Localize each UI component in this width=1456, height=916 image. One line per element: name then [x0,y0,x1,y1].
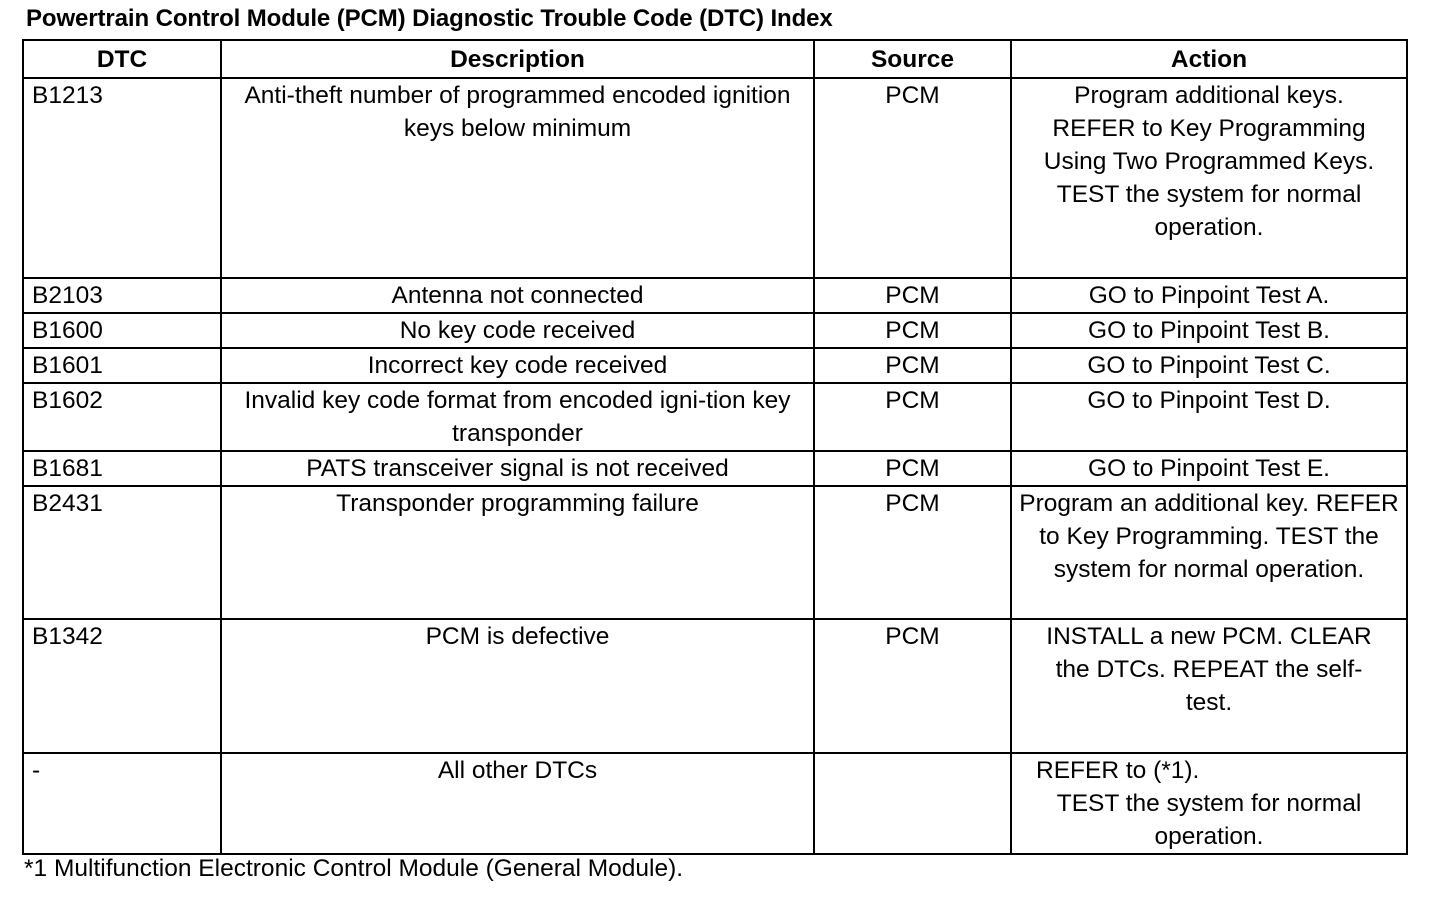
dtc-source: PCM [814,313,1011,348]
dtc-description: Incorrect key code received [221,348,814,383]
dtc-description: All other DTCs [221,753,814,854]
dtc-code: B1342 [23,619,221,753]
dtc-description: Anti-theft number of programmed encoded ignition keys below minimum [221,78,814,278]
dtc-code: B1601 [23,348,221,383]
dtc-source: PCM [814,451,1011,486]
dtc-action: GO to Pinpoint Test A. [1011,278,1407,313]
dtc-index-table [22,39,1408,855]
dtc-code: B2431 [23,486,221,619]
dtc-action: INSTALL a new PCM. CLEAR the DTCs. REPEAT the self-test. [1011,619,1407,753]
table-row [23,348,1407,383]
dtc-action: GO to Pinpoint Test D. [1011,383,1407,451]
column-header-source: Source [814,40,1011,78]
table-title: Powertrain Control Module (PCM) Diagnostic Trouble Code (DTC) Index [26,5,833,32]
dtc-code: B1602 [23,383,221,451]
dtc-source: PCM [814,78,1011,278]
dtc-action: Program an additional key. REFER to Key Programming. TEST the system for normal operation. [1011,486,1407,619]
dtc-source: PCM [814,383,1011,451]
table-row [23,278,1407,313]
table-row [23,753,1407,854]
dtc-source: PCM [814,348,1011,383]
dtc-code: B1213 [23,78,221,278]
column-header-dtc: DTC [23,40,221,78]
table-row [23,78,1407,278]
column-header-action: Action [1011,40,1407,78]
dtc-code: - [23,753,221,854]
table-header-row [23,40,1407,78]
dtc-action-line-2: TEST the system for normal operation. [1056,790,1362,850]
table-row [23,486,1407,619]
dtc-description: No key code received [221,313,814,348]
dtc-description: PATS transceiver signal is not received [221,451,814,486]
dtc-description: Invalid key code format from encoded igni-tion key transponder [221,383,814,451]
dtc-source: PCM [814,278,1011,313]
table-row [23,619,1407,753]
dtc-action [1011,753,1407,854]
dtc-description: Antenna not connected [221,278,814,313]
column-header-description: Description [221,40,814,78]
dtc-action-line-1: REFER to (*1). [1036,757,1200,784]
dtc-source: PCM [814,619,1011,753]
table-row [23,313,1407,348]
dtc-action: GO to Pinpoint Test C. [1011,348,1407,383]
dtc-description: PCM is defective [221,619,814,753]
dtc-action: Program additional keys. REFER to Key Programming Using Two Programmed Keys. TEST the system for normal operation. [1011,78,1407,278]
dtc-code: B1681 [23,451,221,486]
dtc-source [814,753,1011,854]
table-row [23,451,1407,486]
dtc-description: Transponder programming failure [221,486,814,619]
dtc-code: B2103 [23,278,221,313]
footnote: *1 Multifunction Electronic Control Module (General Module). [24,855,684,882]
dtc-action: GO to Pinpoint Test B. [1011,313,1407,348]
dtc-code: B1600 [23,313,221,348]
table-row [23,383,1407,451]
dtc-source: PCM [814,486,1011,619]
dtc-action: GO to Pinpoint Test E. [1011,451,1407,486]
